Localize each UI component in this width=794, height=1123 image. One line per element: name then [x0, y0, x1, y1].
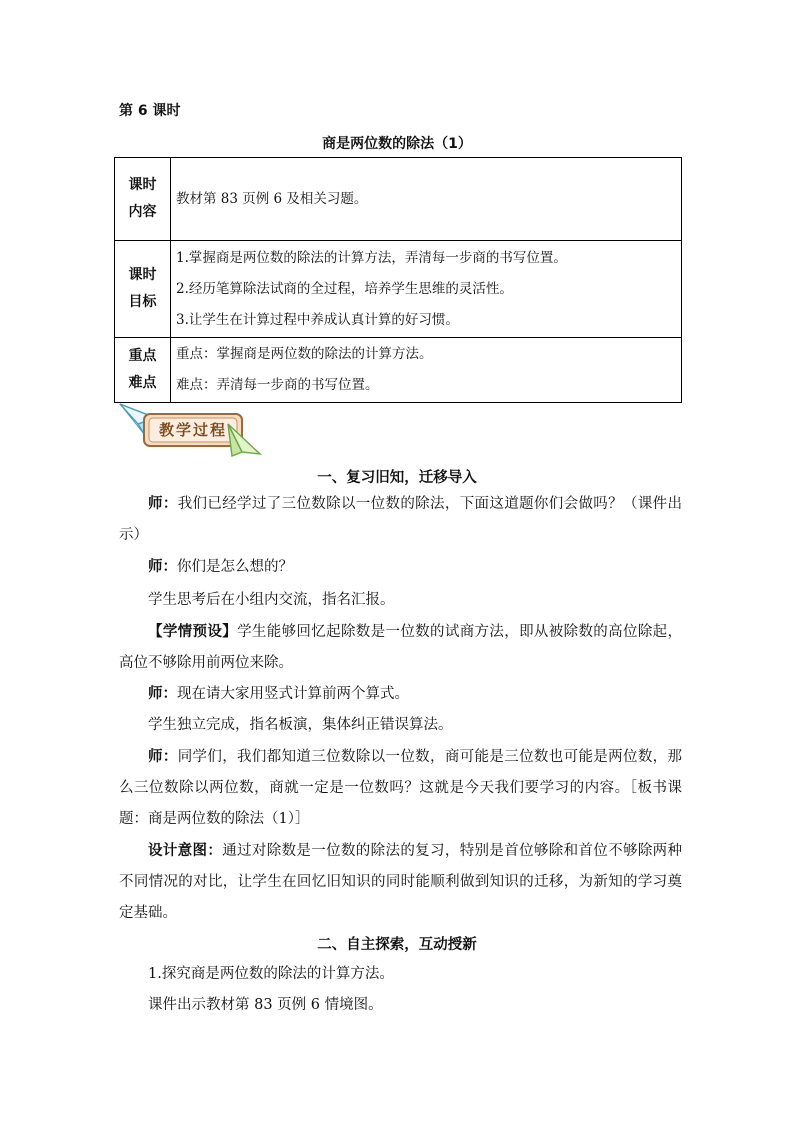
table-row — [115, 241, 682, 338]
paragraph — [119, 489, 682, 551]
row-label-line: 重点 — [128, 348, 157, 364]
lesson-number: 第 6 课时 — [119, 103, 181, 119]
paragraph — [119, 836, 682, 929]
row-label-line: 课时 — [128, 177, 157, 193]
paragraph — [119, 552, 682, 583]
speaker-label: 师： — [148, 686, 177, 702]
table-row — [115, 338, 682, 403]
paragraph-text: 学生能够回忆起除数是一位数的试商方法，即从被除数的高位除起，高位不够除用前两位来除。 — [119, 624, 683, 671]
row-label — [115, 241, 171, 338]
paragraph: 学生独立完成，指名板演，集体纠正错误算法。 — [148, 717, 453, 733]
speaker-label: 师： — [148, 749, 178, 765]
speaker-label: 师： — [148, 496, 178, 512]
section-heading: 一、复习旧知，迁移导入 — [317, 470, 477, 486]
paragraph-text: 现在请大家用竖式计算前两个算式。 — [177, 686, 409, 702]
design-intent-tag: 设计意图： — [148, 843, 223, 859]
paragraph-text: 通过对除数是一位数的除法的复习，特别是首位够除和首位不够除两种不同情况的对比，让学生在回忆旧知识的同时能顺利做到知识的迁移，为新知的学习奠定基础。 — [119, 843, 683, 921]
teaching-process-banner — [116, 400, 262, 458]
objective-item: 3.让学生在计算过程中养成认真计算的好习惯。 — [176, 311, 459, 328]
objective-item: 1.掌握商是两位数的除法的计算方法，弄清每一步商的书写位置。 — [176, 249, 567, 266]
row-label-line: 目标 — [128, 294, 157, 310]
paragraph: 1.探究商是两位数的除法的计算方法。 — [148, 966, 394, 982]
paragraph: 课件出示教材第 83 页例 6 情境图。 — [148, 997, 383, 1013]
section-heading: 二、自主探索，互动授新 — [317, 937, 477, 953]
banner-label: 教学过程 — [158, 421, 227, 439]
paragraph — [119, 617, 682, 679]
page-title: 商是两位数的除法（1） — [322, 136, 472, 152]
objective-item: 2.经历笔算除法试商的全过程，培养学生思维的灵活性。 — [176, 280, 513, 297]
row-label — [115, 158, 171, 241]
row-label-line: 课时 — [128, 267, 157, 283]
row-content — [171, 158, 682, 241]
row-label — [115, 338, 171, 403]
table-row — [115, 158, 682, 241]
key-point-item: 难点：弄清每一步商的书写位置。 — [176, 377, 379, 393]
paragraph-text: 我们已经学过了三位数除以一位数的除法，下面这道题你们会做吗？（课件出示） — [119, 496, 682, 543]
paragraph-text: 同学们，我们都知道三位数除以一位数，商可能是三位数也可能是两位数，那么三位数除以两位数，商就一定是一位数吗？这就是今天我们要学习的内容。［板书课题：商是两位数的除法（1）］ — [119, 749, 682, 827]
speaker-label: 师： — [148, 559, 177, 575]
paragraph: 学生思考后在小组内交流，指名汇报。 — [148, 592, 395, 608]
row-label-line: 内容 — [128, 204, 157, 220]
row-content — [171, 338, 682, 403]
paragraph — [119, 742, 682, 835]
paragraph-text: 你们是怎么想的？ — [177, 559, 293, 575]
row-label-line: 难点 — [128, 375, 157, 391]
lesson-info-table — [114, 157, 682, 403]
key-point-item: 重点：掌握商是两位数的除法的计算方法。 — [176, 346, 433, 362]
row-content — [171, 241, 682, 338]
paragraph — [119, 679, 682, 710]
preset-tag: 【学情预设】 — [148, 624, 238, 640]
lesson-content-text: 教材第 83 页例 6 及相关习题。 — [176, 190, 368, 207]
